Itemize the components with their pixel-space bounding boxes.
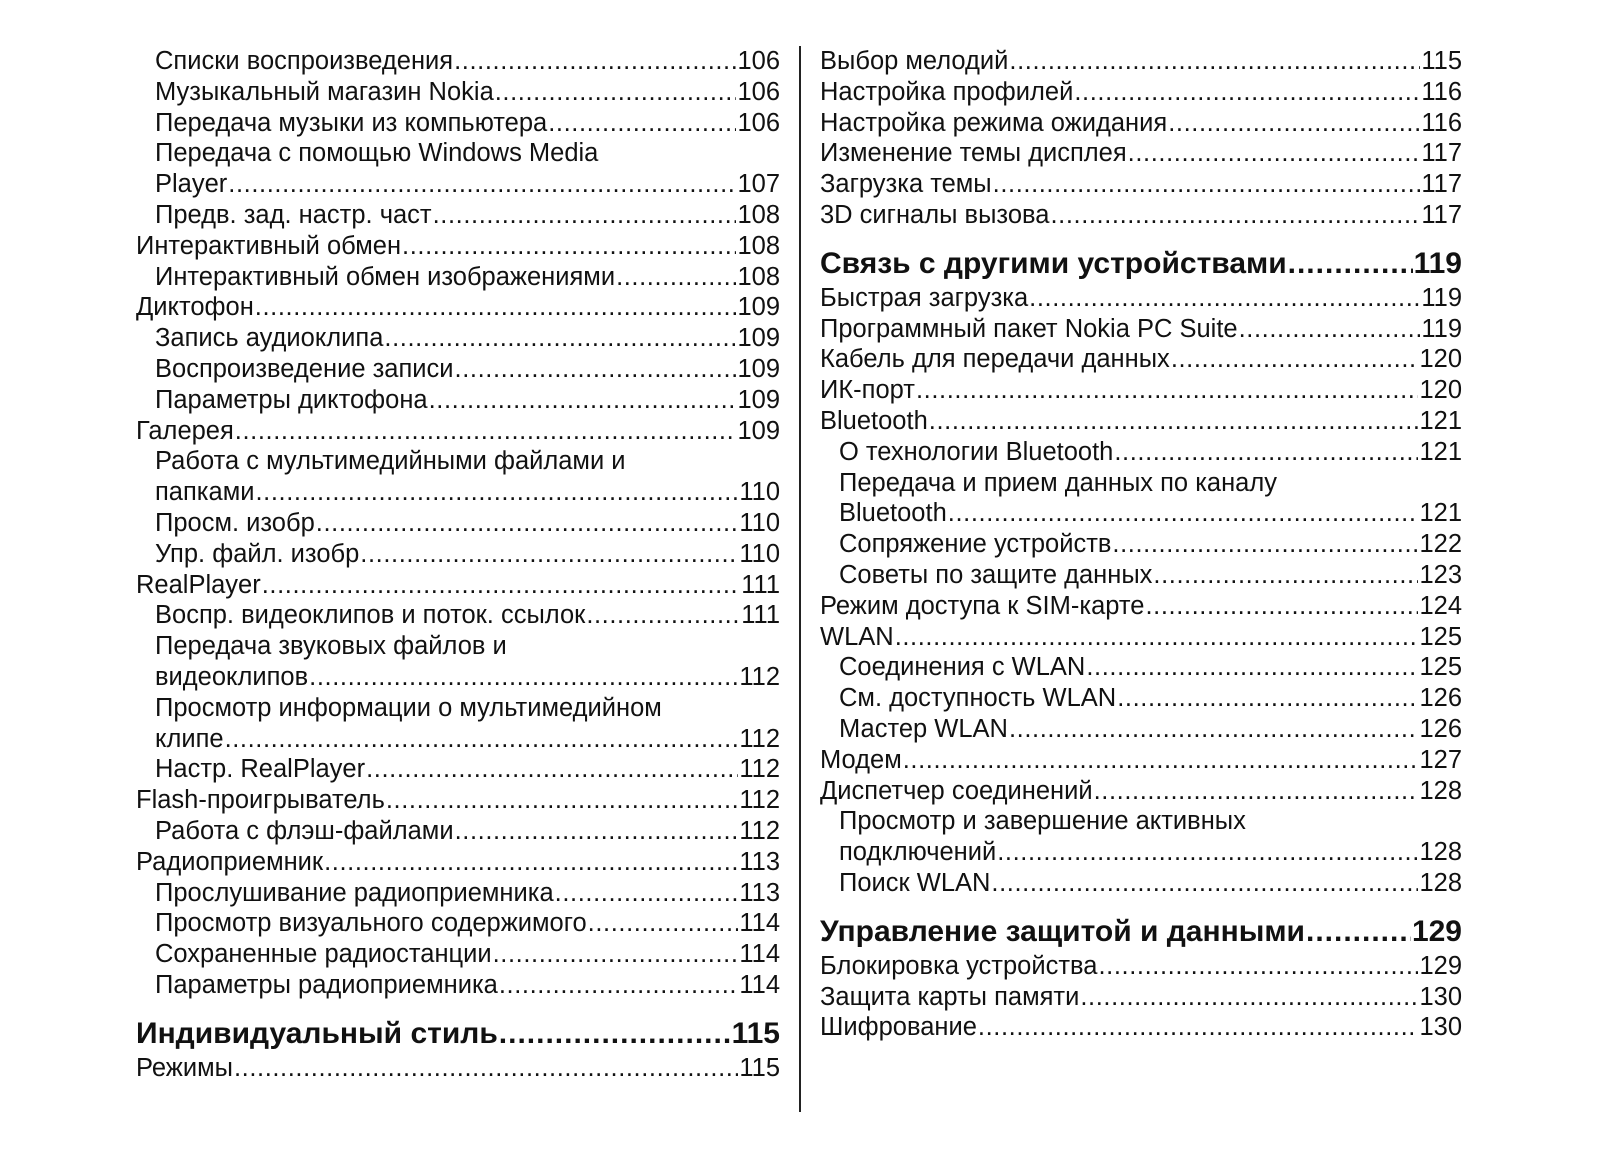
toc-entry[interactable] — [820, 714, 1462, 745]
dot-leader — [255, 292, 737, 323]
dot-leader — [386, 785, 738, 816]
dot-leader — [991, 868, 1418, 899]
toc-entry-page-number: 127 — [1419, 745, 1462, 774]
dot-leader — [1145, 591, 1418, 622]
toc-entry[interactable] — [136, 508, 780, 539]
dot-leader — [366, 754, 738, 785]
toc-entry[interactable] — [136, 1053, 780, 1084]
toc-entry-title: Параметры радиоприемника — [155, 970, 498, 999]
column-divider — [799, 46, 801, 1112]
toc-entry-title: Выбор мелодий — [820, 47, 1009, 75]
toc-entry-title: ИК-порт — [820, 376, 915, 405]
toc-entry-title: RealPlayer — [136, 570, 261, 599]
toc-entry-title: Шифрование — [820, 1013, 977, 1042]
toc-entry-title: Списки воспроизведения — [155, 47, 454, 75]
toc-entry-page-number: 121 — [1419, 437, 1462, 466]
toc-entry[interactable] — [136, 46, 780, 77]
dot-leader — [916, 375, 1418, 406]
toc-entry-page-number: 114 — [739, 940, 780, 969]
dot-leader — [1288, 245, 1413, 283]
toc-entry[interactable] — [820, 138, 1462, 169]
dot-leader — [1086, 652, 1418, 683]
dot-leader — [1009, 714, 1418, 745]
toc-entry[interactable] — [136, 169, 780, 200]
toc-entry-page-number: 111 — [741, 601, 780, 630]
toc-entry-page-number: 109 — [737, 354, 780, 383]
dot-leader — [1029, 283, 1420, 314]
toc-entry-page-number: 128 — [1419, 868, 1462, 897]
dot-leader — [588, 908, 739, 939]
dot-leader — [1306, 913, 1411, 951]
toc-entry[interactable] — [136, 539, 780, 570]
toc-entry-page-number: 110 — [739, 478, 780, 507]
dot-leader — [360, 539, 738, 570]
dot-leader — [324, 847, 738, 878]
toc-entry-page-number: 115 — [731, 1016, 780, 1050]
dot-leader — [499, 1015, 731, 1053]
dot-leader — [1168, 108, 1420, 139]
toc-entry[interactable] — [820, 77, 1462, 108]
dot-leader — [1074, 77, 1420, 108]
toc-entry-title: Модем — [820, 745, 902, 774]
toc-entry-page-number: 129 — [1411, 914, 1462, 948]
toc-entry[interactable] — [820, 375, 1462, 406]
toc-entry-title-line: Просмотр информации о мультимедийном — [155, 693, 662, 722]
toc-entry-page-number: 124 — [1419, 591, 1462, 620]
toc-entry[interactable] — [136, 878, 780, 909]
dot-leader — [1114, 437, 1418, 468]
toc-entry-title: Прослушивание радиоприемника — [155, 878, 554, 907]
toc-entry[interactable] — [136, 724, 780, 755]
toc-entry-page-number: 115 — [1421, 47, 1462, 75]
dot-leader — [255, 477, 738, 508]
toc-left-column — [136, 46, 780, 1084]
toc-entry[interactable] — [820, 951, 1462, 982]
toc-entry-title-line: Передача звуковых файлов и — [155, 632, 507, 661]
toc-entry-page-number: 114 — [739, 909, 780, 938]
toc-entry-title: Связь с другими устройствами — [820, 246, 1287, 280]
toc-entry-title: Программный пакет Nokia PC Suite — [820, 314, 1238, 343]
toc-entry[interactable] — [820, 498, 1462, 529]
toc-entry-page-number: 116 — [1421, 77, 1462, 106]
toc-entry-page-number: 113 — [739, 847, 780, 876]
toc-entry[interactable] — [820, 46, 1462, 77]
toc-entry-title: Работа с флэш-файлами — [155, 816, 454, 845]
toc-entry-title: подключений — [839, 838, 997, 867]
dot-leader — [234, 1053, 738, 1084]
dot-leader — [997, 837, 1418, 868]
dot-leader — [616, 262, 736, 293]
toc-entry-title: Сохраненные радиостанции — [155, 940, 492, 969]
toc-entry-page-number: 125 — [1419, 622, 1462, 651]
dot-leader — [895, 622, 1419, 653]
toc-entry-page-number: 115 — [739, 1053, 780, 1082]
dot-leader — [262, 570, 741, 601]
toc-entry[interactable] — [136, 785, 780, 816]
toc-entry-title: Параметры диктофона — [155, 385, 428, 414]
dot-leader — [309, 662, 738, 693]
toc-entry[interactable] — [820, 1012, 1462, 1043]
toc-entry-page-number: 126 — [1419, 714, 1462, 743]
toc-entry-page-number: 110 — [739, 539, 780, 568]
toc-section-heading[interactable] — [820, 913, 1462, 951]
toc-entry-page-number: 113 — [739, 878, 780, 907]
toc-entry-page-number: 123 — [1419, 560, 1462, 589]
toc-entry-page-number: 130 — [1419, 982, 1462, 1011]
dot-leader — [402, 231, 736, 262]
toc-entry-title: Индивидуальный стиль — [136, 1016, 498, 1050]
toc-entry-page-number: 108 — [737, 262, 780, 291]
toc-entry-page-number: 109 — [737, 385, 780, 414]
dot-leader — [1050, 200, 1420, 231]
toc-entry-title: Предв. зад. настр. част — [155, 200, 432, 229]
toc-entry[interactable] — [136, 416, 780, 447]
toc-entry[interactable] — [136, 108, 780, 139]
toc-entry[interactable] — [136, 385, 780, 416]
toc-entry-title: Быстрая загрузка — [820, 283, 1029, 312]
toc-entry-page-number: 125 — [1419, 653, 1462, 682]
toc-entry[interactable] — [820, 560, 1462, 591]
toc-entry-page-number: 119 — [1421, 314, 1462, 343]
dot-leader — [495, 77, 737, 108]
toc-entry-title: Просмотр визуального содержимого — [155, 909, 587, 938]
toc-entry[interactable] — [820, 837, 1462, 868]
dot-leader — [316, 508, 739, 539]
toc-entry[interactable] — [136, 262, 780, 293]
toc-entry-title: Режим доступа к SIM-карте — [820, 591, 1145, 620]
toc-entry-page-number: 117 — [1421, 170, 1462, 199]
toc-entry[interactable] — [136, 970, 780, 1001]
toc-entry-page-number: 107 — [737, 170, 780, 199]
toc-entry-title: Поиск WLAN — [839, 868, 991, 897]
toc-entry-page-number: 122 — [1419, 530, 1462, 559]
toc-entry-title: См. доступность WLAN — [839, 684, 1117, 713]
toc-entry-title: WLAN — [820, 622, 894, 651]
toc-entry[interactable] — [820, 622, 1462, 653]
toc-entry-title: Настр. RealPlayer — [155, 755, 366, 784]
toc-entry[interactable] — [136, 847, 780, 878]
toc-entry-page-number: 117 — [1421, 200, 1462, 229]
toc-entry[interactable] — [820, 108, 1462, 139]
toc-entry-title: 3D сигналы вызова — [820, 200, 1050, 229]
toc-entry-page-number: 106 — [737, 47, 780, 75]
toc-entry-page-number: 128 — [1419, 838, 1462, 867]
toc-entry[interactable] — [820, 283, 1462, 314]
toc-entry-title: Настройка режима ожидания — [820, 108, 1168, 137]
toc-entry-page-number: 117 — [1421, 139, 1462, 168]
toc-entry[interactable] — [820, 868, 1462, 899]
toc-entry[interactable] — [136, 354, 780, 385]
toc-entry[interactable] — [820, 406, 1462, 437]
toc-entry[interactable] — [820, 745, 1462, 776]
toc-entry-title: Интерактивный обмен изображениями — [155, 262, 616, 291]
dot-leader — [555, 878, 739, 909]
toc-entry-title: Упр. файл. изобр — [155, 539, 360, 568]
toc-entry[interactable] — [820, 344, 1462, 375]
toc-entry-title: Диспетчер соединений — [820, 776, 1093, 805]
toc-entry[interactable] — [820, 683, 1462, 714]
toc-entry[interactable] — [820, 437, 1462, 468]
toc-entry[interactable] — [136, 292, 780, 323]
toc-entry[interactable] — [820, 652, 1462, 683]
toc-entry-title: клипе — [155, 724, 224, 753]
toc-entry-page-number: 130 — [1419, 1013, 1462, 1042]
toc-entry[interactable] — [136, 323, 780, 354]
toc-entry-page-number: 121 — [1419, 406, 1462, 435]
toc-entry-page-number: 121 — [1419, 499, 1462, 528]
toc-entry-title: Сопряжение устройств — [839, 530, 1112, 559]
toc-entry-page-number: 128 — [1419, 776, 1462, 805]
dot-leader — [454, 46, 736, 77]
toc-entry-title: Player — [155, 170, 228, 199]
toc-entry[interactable] — [136, 816, 780, 847]
toc-entry-title-line: Просмотр и завершение активных — [839, 807, 1246, 836]
toc-entry[interactable] — [820, 591, 1462, 622]
toc-entry-page-number: 114 — [739, 970, 780, 999]
toc-section-heading[interactable] — [820, 245, 1462, 283]
toc-entry-title-line: Передача и прием данных по каналу — [839, 468, 1277, 497]
dot-leader — [1128, 138, 1421, 169]
toc-entry[interactable] — [820, 982, 1462, 1013]
toc-entry-page-number: 109 — [737, 293, 780, 322]
dot-leader — [1112, 529, 1418, 560]
dot-leader — [433, 200, 737, 231]
toc-entry-page-number: 129 — [1419, 951, 1462, 980]
dot-leader — [228, 169, 736, 200]
toc-entry-title: Интерактивный обмен — [136, 231, 402, 260]
toc-entry-title: Воспроизведение записи — [155, 354, 454, 383]
toc-entry-page-number: 112 — [739, 662, 780, 691]
toc-entry-title: папками — [155, 478, 255, 507]
toc-entry-page-number: 108 — [737, 231, 780, 260]
dot-leader — [384, 323, 736, 354]
toc-entry-page-number: 112 — [739, 816, 780, 845]
toc-entry-page-number: 112 — [739, 724, 780, 753]
toc-entry-title: О технологии Bluetooth — [839, 437, 1114, 466]
dot-leader — [1239, 314, 1421, 345]
dot-leader — [1009, 46, 1420, 77]
toc-entry[interactable] — [136, 600, 780, 631]
toc-entry-title: Режимы — [136, 1053, 233, 1082]
dot-leader — [455, 816, 739, 847]
toc-entry-page-number: 119 — [1413, 246, 1462, 280]
toc-entry-title: Защита карты памяти — [820, 982, 1080, 1011]
toc-entry-title: Управление защитой и данными — [820, 914, 1305, 948]
toc-entry-page-number: 108 — [737, 200, 780, 229]
toc-entry-title: Мастер WLAN — [839, 714, 1008, 743]
toc-entry-page-number: 120 — [1419, 376, 1462, 405]
toc-entry[interactable] — [820, 169, 1462, 200]
toc-entry[interactable] — [136, 477, 780, 508]
toc-entry-page-number: 112 — [739, 786, 780, 815]
toc-entry[interactable] — [136, 908, 780, 939]
toc-entry-page-number: 112 — [739, 755, 780, 784]
dot-leader — [978, 1012, 1419, 1043]
toc-entry[interactable] — [136, 231, 780, 262]
toc-entry-title: Изменение темы дисплея — [820, 139, 1127, 168]
dot-leader — [993, 169, 1421, 200]
dot-leader — [1117, 683, 1418, 714]
toc-entry[interactable] — [136, 939, 780, 970]
toc-entry-page-number: 106 — [737, 108, 780, 137]
dot-leader — [903, 745, 1419, 776]
toc-entry[interactable] — [136, 754, 780, 785]
dot-leader — [499, 970, 738, 1001]
toc-entry-title: Bluetooth — [839, 499, 947, 528]
dot-leader — [1171, 344, 1419, 375]
toc-entry-title: Советы по защите данных — [839, 560, 1153, 589]
toc-entry-title: Соединения с WLAN — [839, 653, 1086, 682]
toc-entry-title: Диктофон — [136, 293, 254, 322]
dot-leader — [948, 498, 1419, 529]
toc-entry-title-line: Работа с мультимедийными файлами и — [155, 447, 626, 476]
toc-entry-title: Радиоприемник — [136, 847, 324, 876]
dot-leader — [235, 416, 737, 447]
dot-leader — [225, 724, 739, 755]
toc-entry[interactable] — [820, 314, 1462, 345]
dot-leader — [929, 406, 1419, 437]
toc-entry-title: Запись аудиоклипа — [155, 324, 384, 353]
toc-entry-page-number: 111 — [741, 570, 780, 599]
toc-entry-title: видеоклипов — [155, 662, 309, 691]
dot-leader — [548, 108, 736, 139]
toc-entry[interactable] — [820, 529, 1462, 560]
toc-entry-page-number: 109 — [737, 416, 780, 445]
toc-entry-title: Блокировка устройства — [820, 951, 1098, 980]
dot-leader — [429, 385, 737, 416]
toc-entry-title-line: Передача с помощью Windows Media — [155, 139, 599, 168]
toc-entry-page-number: 110 — [739, 508, 780, 537]
toc-right-column — [820, 46, 1462, 1043]
dot-leader — [1098, 951, 1418, 982]
toc-entry[interactable] — [136, 200, 780, 231]
toc-entry[interactable] — [136, 662, 780, 693]
toc-entry-page-number: 120 — [1419, 345, 1462, 374]
toc-entry-title: Музыкальный магазин Nokia — [155, 77, 494, 106]
dot-leader — [1080, 982, 1418, 1013]
toc-section-heading[interactable] — [136, 1015, 780, 1053]
toc-entry-page-number: 116 — [1421, 108, 1462, 137]
dot-leader — [493, 939, 739, 970]
toc-entry-page-number: 106 — [737, 77, 780, 106]
toc-entry[interactable] — [136, 570, 780, 601]
dot-leader — [586, 600, 740, 631]
toc-entry[interactable] — [136, 77, 780, 108]
toc-entry-page-number: 126 — [1419, 684, 1462, 713]
toc-entry-title: Загрузка темы — [820, 170, 992, 199]
toc-entry-title: Настройка профилей — [820, 77, 1074, 106]
dot-leader — [1153, 560, 1418, 591]
dot-leader — [1094, 776, 1419, 807]
toc-entry[interactable] — [820, 776, 1462, 807]
toc-entry-title: Передача музыки из компьютера — [155, 108, 548, 137]
toc-entry-title: Просм. изобр — [155, 508, 315, 537]
toc-entry-page-number: 119 — [1421, 283, 1462, 312]
toc-entry[interactable] — [820, 200, 1462, 231]
dot-leader — [455, 354, 737, 385]
toc-entry-page-number: 109 — [737, 324, 780, 353]
toc-entry-title: Галерея — [136, 416, 234, 445]
toc-entry-title: Кабель для передачи данных — [820, 345, 1170, 374]
toc-entry-title: Воспр. видеоклипов и поток. ссылок — [155, 601, 586, 630]
toc-entry-title: Flash-проигрыватель — [136, 786, 385, 815]
toc-entry-title: Bluetooth — [820, 406, 928, 435]
